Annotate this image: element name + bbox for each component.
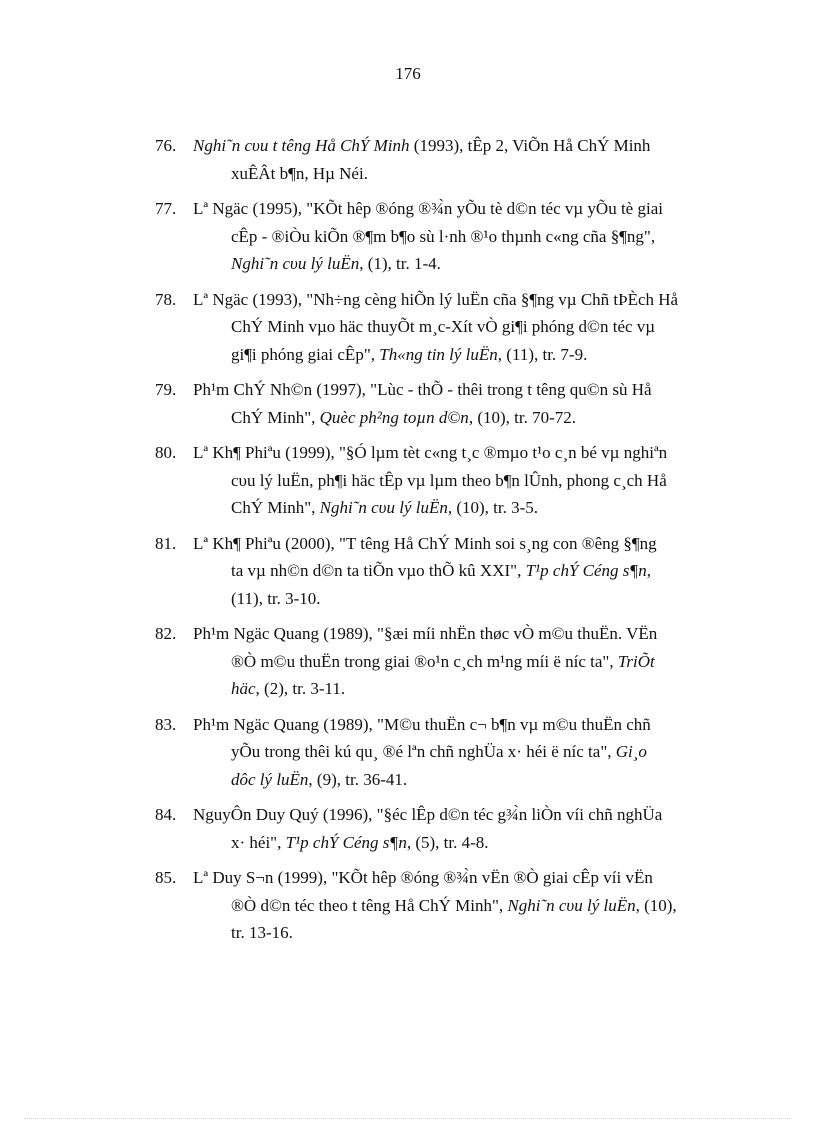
reference-text [193,376,738,431]
reference-list [155,132,738,955]
reference-italic-title: Gi¸o [615,742,647,761]
reference-italic-title: T¹p chÝ Céng s¶n [285,832,407,852]
reference-entry [155,286,738,369]
reference-text [193,286,738,369]
reference-line [193,711,738,739]
reference-line [193,829,738,857]
reference-text [193,864,738,947]
reference-number: 79. [155,380,177,399]
reference-text-run: , (10), tr. 3-5. [447,498,539,517]
reference-line [193,557,738,585]
reference-text-run: ChÝ Minh", [231,407,320,427]
reference-italic-title: Th«ng tin lý luËn [379,344,498,364]
reference-entry [155,620,738,703]
reference-line [193,864,738,892]
reference-entry [155,864,738,947]
reference-text-run: Lª Kh¶ Phiªu (2000), "T têng Hå ChÝ Minh soi s¸ng con ®êng §¶ng [193,533,657,553]
reference-text-run: Ph¹m Ngäc Quang (1989), "M©u thuËn c¬ b¶n vµ m©u thuËn chñ [193,714,651,734]
reference-line [193,620,738,648]
reference-number: 82. [155,624,177,643]
page-number: 176 [395,64,421,83]
reference-text-run: gi¶i phóng giai cÊp", [231,344,380,364]
reference-line [193,286,738,314]
reference-italic-title: häc [231,679,256,698]
reference-line [193,160,738,188]
reference-line [193,738,738,766]
reference-line [193,132,738,160]
reference-line [193,648,738,676]
reference-number: 81. [155,533,177,553]
reference-entry [155,530,738,613]
reference-text-run: ChÝ Minh", [231,498,320,517]
reference-italic-title: Nghi˜n cυu lý luËn [507,895,636,915]
reference-italic-title: Nghi˜n cυu lý luËn [231,254,360,273]
reference-text-run: cÊp - ®iÒu kiÕn ®¶m b¶o sù l·nh ®¹o thµnh c«ng cña §¶ng", [231,226,656,246]
reference-italic-title: Nghi˜n cυu t têng Hå ChÝ Minh [193,136,410,155]
reference-line [193,404,738,432]
reference-entry [155,376,738,431]
reference-text-run: , (5), tr. 4-8. [406,832,489,852]
reference-text-run: , (11), tr. 7-9. [497,344,588,364]
reference-text-run: xuÊÂt b¶n, Hµ Néi. [231,163,368,183]
reference-entry [155,439,738,522]
reference-number: 80. [155,443,177,462]
reference-line [193,439,738,467]
reference-text-run: (1993), tÊp 2, ViÕn Hå ChÝ Minh [409,136,651,155]
reference-entry [155,132,738,187]
reference-text [193,132,738,187]
reference-italic-title: Nghi˜n cυu lý luËn [319,498,448,517]
reference-entry [155,801,738,856]
reference-text-run: ChÝ Minh vµo häc thuyÕt m¸c-Xít vÒ gi¶i phóng d©n téc vµ [231,317,656,336]
reference-text-run: ta vµ nh©n d©n ta tiÕn vµo thÕ kû XXI", [231,561,526,580]
reference-text-run: , (2), tr. 3-11. [255,679,346,698]
reference-text [193,801,738,856]
reference-line [193,467,738,495]
reference-text [193,620,738,703]
reference-italic-title: Quèc ph²ng toµn d©n [319,407,469,427]
reference-text-run: Lª Ngäc (1995), "KÕt hêp ®óng ®¾̀n yÕu tè d©n téc vµ yÕu tè giai [193,199,663,218]
page-bottom-rule [24,1118,792,1119]
reference-line [193,530,738,558]
reference-line [193,919,738,947]
reference-line [193,313,738,341]
reference-text-run: Lª Duy S¬n (1999), "KÕt hêp ®óng ®¾̀n vËn ®Ò giai cÊp víi vËn [193,868,653,887]
reference-text-run: ®Ò m©u thuËn trong giai ®o¹n c¸ch m¹ng míi ë níc ta", [231,651,618,671]
reference-number: 78. [155,289,177,309]
reference-number: 83. [155,714,177,734]
reference-text-run: , (10), [635,895,677,915]
reference-line [193,223,738,251]
reference-number: 77. [155,199,177,218]
reference-line [193,250,738,278]
reference-line [193,341,738,369]
reference-italic-title: T¹p chÝ Céng s¶n [525,561,647,580]
reference-text-run: Ph¹m ChÝ Nh©n (1997), "Lùc - thÕ - thêi trong t têng qu©n sù Hå [193,380,652,399]
reference-line [193,195,738,223]
reference-number: 76. [155,136,177,155]
reference-text-run: , (10), tr. 70-72. [468,407,576,427]
reference-text-run: tr. 13-16. [231,923,293,942]
reference-text-run: x· héi", [231,832,286,852]
reference-line [193,585,738,613]
reference-line [193,376,738,404]
reference-line [193,766,738,794]
reference-text-run: NguyÔn Duy Quý (1996), "§éc lÊp d©n téc g¾̀n liÒn víi chñ nghÜa [193,805,663,824]
reference-text-run: Lª Ngäc (1993), "Nh÷ng cèng hiÕn lý luËn cña §¶ng vµ Chñ tÞÈch Hå [193,289,679,309]
reference-text-run: yÕu trong thêi kú qu¸ ®é lªn chñ nghÜa x· héi ë níc ta", [231,742,616,761]
reference-text-run: Ph¹m Ngäc Quang (1989), "§æi míi nhËn thøc vÒ m©u thuËn. VËn [193,624,658,643]
reference-entry [155,195,738,278]
reference-text [193,530,738,613]
reference-line [193,892,738,920]
reference-line [193,675,738,703]
reference-text-run: cυu lý luËn, ph¶i häc tÊp vµ lµm theo b¶n lÛnh, phong c¸ch Hå [231,470,667,490]
reference-number: 84. [155,805,177,824]
reference-italic-title: dôc lý luËn [231,769,309,789]
reference-text-run: , (9), tr. 36-41. [308,769,408,789]
reference-text-run: (11), tr. 3-10. [231,588,321,608]
reference-text-run: ®Ò d©n téc theo t têng Hå ChÝ Minh", [231,895,508,915]
reference-text [193,711,738,794]
reference-entry [155,711,738,794]
reference-text-run: , [646,561,652,580]
reference-text-run: Lª Kh¶ Phiªu (1999), "§Ó lµm tèt c«ng t¸c ®mµo t¹o c¸n bé vµ nghiªn [193,443,668,462]
reference-text-run: , (1), tr. 1-4. [359,254,441,273]
reference-line [193,494,738,522]
reference-line [193,801,738,829]
reference-italic-title: TriÕt [617,651,655,671]
reference-text [193,439,738,522]
reference-text [193,195,738,278]
reference-number: 85. [155,868,177,887]
